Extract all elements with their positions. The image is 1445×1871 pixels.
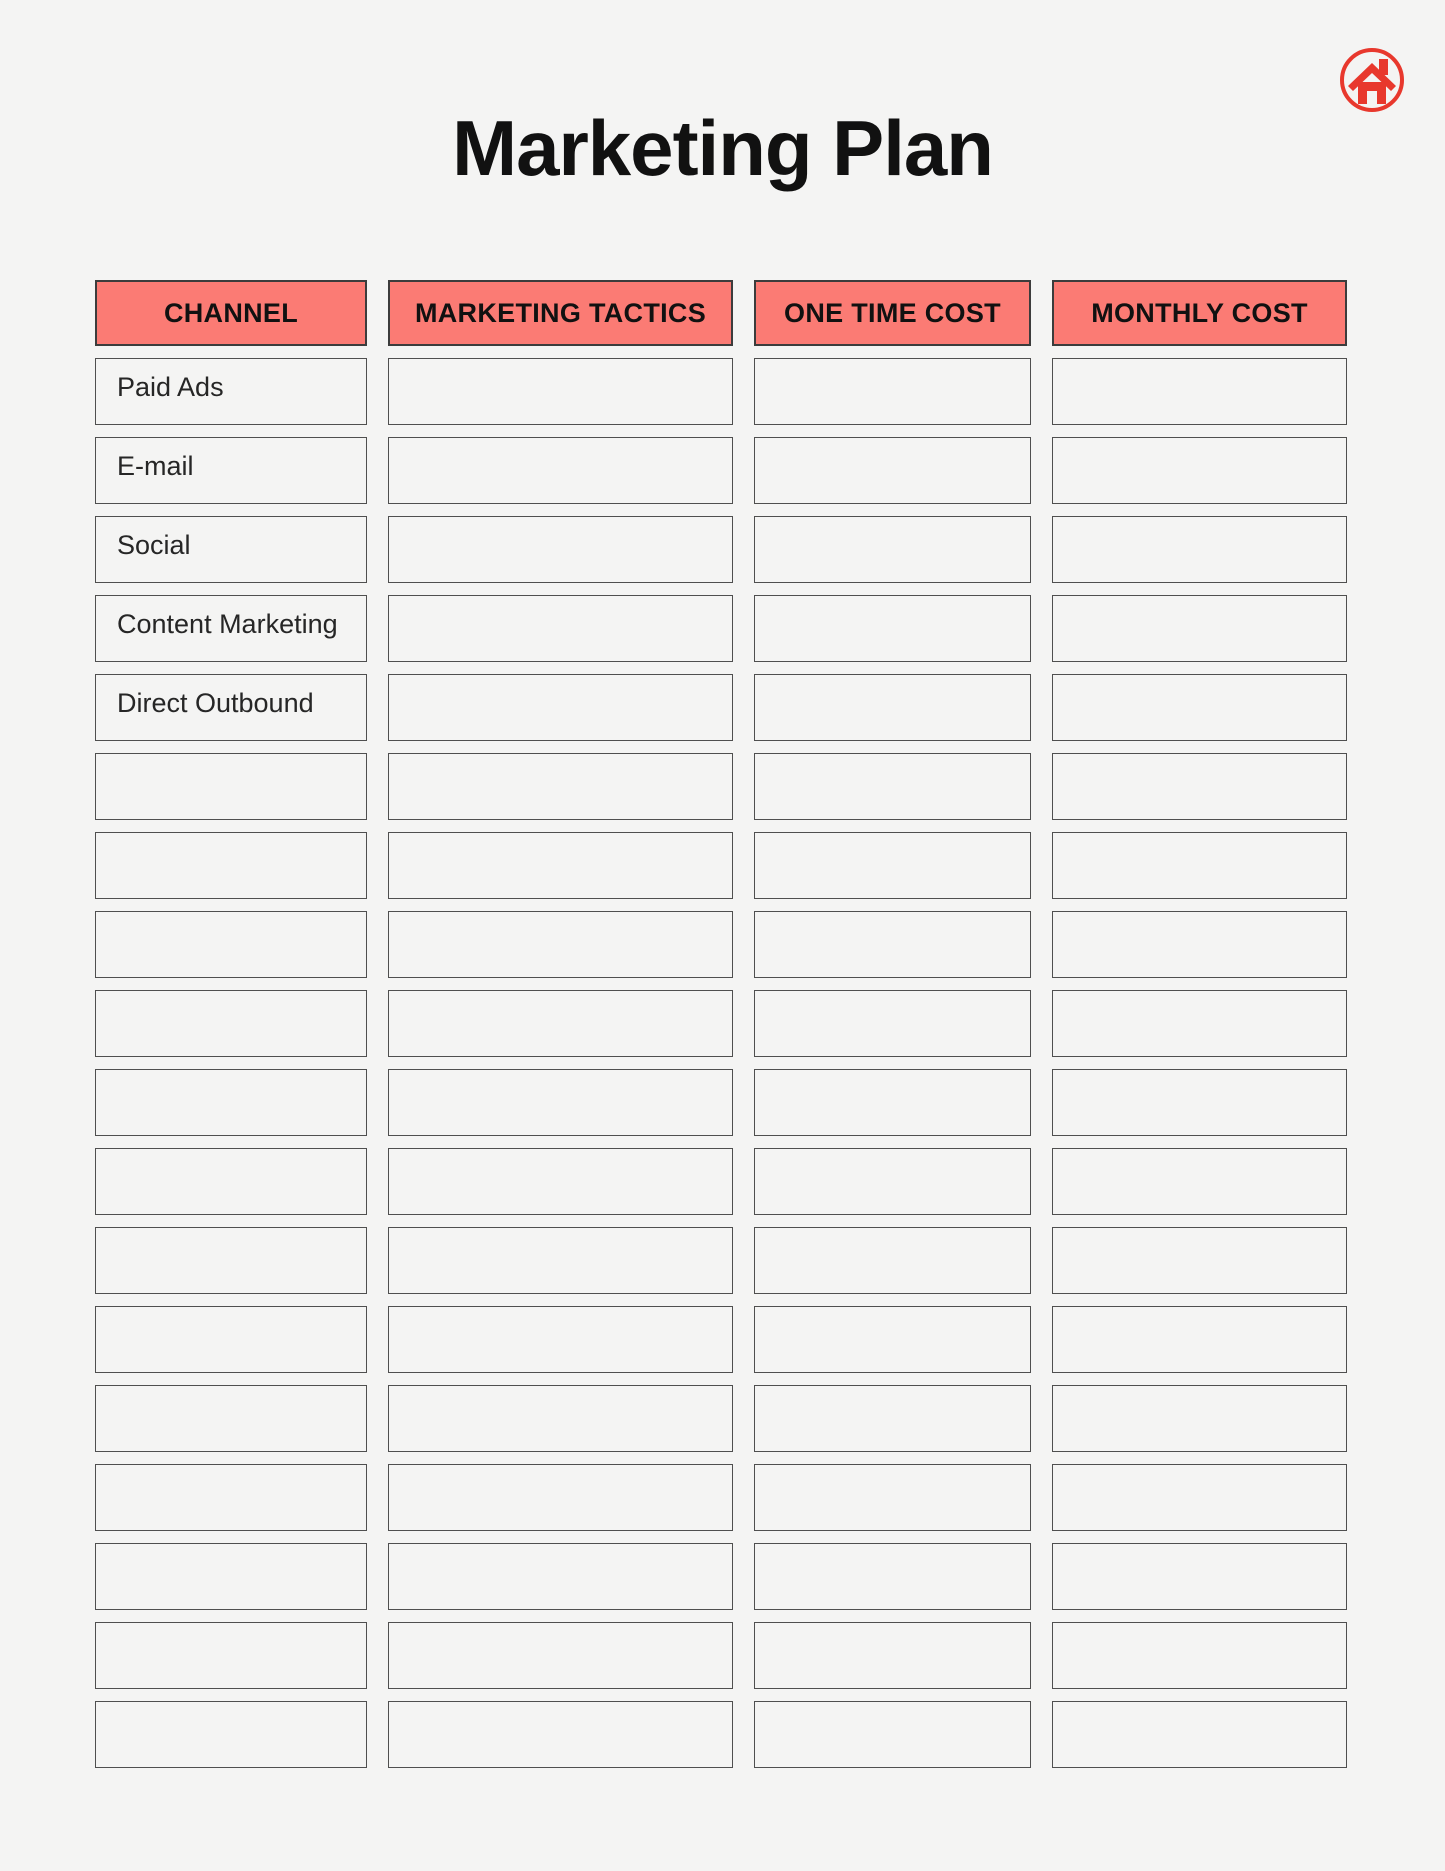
cell-marketing-tactics[interactable] bbox=[388, 1227, 733, 1294]
table-row bbox=[95, 1227, 1348, 1294]
cell-monthly-cost[interactable] bbox=[1052, 1385, 1347, 1452]
cell-one-time-cost[interactable] bbox=[754, 911, 1031, 978]
cell-channel[interactable] bbox=[95, 1543, 367, 1610]
cell-one-time-cost[interactable] bbox=[754, 1148, 1031, 1215]
cell-one-time-cost[interactable] bbox=[754, 1464, 1031, 1531]
cell-monthly-cost[interactable] bbox=[1052, 911, 1347, 978]
cell-monthly-cost[interactable] bbox=[1052, 1622, 1347, 1689]
cell-marketing-tactics[interactable] bbox=[388, 832, 733, 899]
table-header-row bbox=[95, 280, 1348, 346]
table-row bbox=[95, 595, 1348, 662]
cell-one-time-cost[interactable] bbox=[754, 1069, 1031, 1136]
cell-one-time-cost[interactable] bbox=[754, 1306, 1031, 1373]
cell-channel[interactable] bbox=[95, 832, 367, 899]
cell-one-time-cost[interactable] bbox=[754, 1227, 1031, 1294]
table-row bbox=[95, 437, 1348, 504]
cell-channel[interactable] bbox=[95, 1622, 367, 1689]
table-row bbox=[95, 1464, 1348, 1531]
cell-channel[interactable] bbox=[95, 753, 367, 820]
cell-one-time-cost[interactable] bbox=[754, 1543, 1031, 1610]
table-row bbox=[95, 1306, 1348, 1373]
cell-marketing-tactics[interactable] bbox=[388, 674, 733, 741]
cell-channel[interactable] bbox=[95, 911, 367, 978]
cell-one-time-cost[interactable] bbox=[754, 437, 1031, 504]
cell-channel[interactable] bbox=[95, 1148, 367, 1215]
column-header-one-time-cost: ONE TIME COST bbox=[754, 280, 1031, 346]
table-row bbox=[95, 516, 1348, 583]
cell-marketing-tactics[interactable] bbox=[388, 1385, 733, 1452]
table-row bbox=[95, 674, 1348, 741]
cell-marketing-tactics[interactable] bbox=[388, 990, 733, 1057]
cell-marketing-tactics[interactable] bbox=[388, 911, 733, 978]
table-row bbox=[95, 1622, 1348, 1689]
table-row bbox=[95, 1148, 1348, 1215]
cell-monthly-cost[interactable] bbox=[1052, 595, 1347, 662]
cell-one-time-cost[interactable] bbox=[754, 595, 1031, 662]
cell-marketing-tactics[interactable] bbox=[388, 595, 733, 662]
cell-channel[interactable] bbox=[95, 1306, 367, 1373]
cell-one-time-cost[interactable] bbox=[754, 1622, 1031, 1689]
cell-one-time-cost[interactable] bbox=[754, 358, 1031, 425]
table-body bbox=[95, 358, 1348, 1768]
cell-marketing-tactics[interactable] bbox=[388, 1148, 733, 1215]
cell-monthly-cost[interactable] bbox=[1052, 753, 1347, 820]
cell-monthly-cost[interactable] bbox=[1052, 358, 1347, 425]
cell-one-time-cost[interactable] bbox=[754, 516, 1031, 583]
column-header-monthly-cost: MONTHLY COST bbox=[1052, 280, 1347, 346]
table-row bbox=[95, 1385, 1348, 1452]
cell-monthly-cost[interactable] bbox=[1052, 1069, 1347, 1136]
cell-marketing-tactics[interactable] bbox=[388, 753, 733, 820]
cell-one-time-cost[interactable] bbox=[754, 990, 1031, 1057]
cell-one-time-cost[interactable] bbox=[754, 674, 1031, 741]
cell-marketing-tactics[interactable] bbox=[388, 1306, 733, 1373]
cell-marketing-tactics[interactable] bbox=[388, 1543, 733, 1610]
table-row bbox=[95, 832, 1348, 899]
cell-monthly-cost[interactable] bbox=[1052, 1543, 1347, 1610]
cell-monthly-cost[interactable] bbox=[1052, 1227, 1347, 1294]
cell-channel[interactable]: Content Marketing bbox=[95, 595, 367, 662]
cell-marketing-tactics[interactable] bbox=[388, 358, 733, 425]
table-row bbox=[95, 1543, 1348, 1610]
cell-marketing-tactics[interactable] bbox=[388, 1464, 733, 1531]
page-title: Marketing Plan bbox=[452, 104, 993, 192]
home-button[interactable] bbox=[1338, 46, 1406, 114]
cell-one-time-cost[interactable] bbox=[754, 832, 1031, 899]
cell-marketing-tactics[interactable] bbox=[388, 437, 733, 504]
cell-monthly-cost[interactable] bbox=[1052, 437, 1347, 504]
cell-one-time-cost[interactable] bbox=[754, 753, 1031, 820]
cell-monthly-cost[interactable] bbox=[1052, 1306, 1347, 1373]
column-header-channel: CHANNEL bbox=[95, 280, 367, 346]
cell-channel[interactable]: E-mail bbox=[95, 437, 367, 504]
cell-monthly-cost[interactable] bbox=[1052, 1148, 1347, 1215]
cell-channel[interactable] bbox=[95, 1701, 367, 1768]
cell-channel[interactable] bbox=[95, 1069, 367, 1136]
table-row bbox=[95, 990, 1348, 1057]
table-row bbox=[95, 1069, 1348, 1136]
table-row bbox=[95, 911, 1348, 978]
cell-monthly-cost[interactable] bbox=[1052, 1464, 1347, 1531]
cell-channel[interactable]: Direct Outbound bbox=[95, 674, 367, 741]
marketing-plan-table bbox=[95, 280, 1348, 1780]
cell-marketing-tactics[interactable] bbox=[388, 1701, 733, 1768]
cell-channel[interactable] bbox=[95, 1227, 367, 1294]
cell-channel[interactable]: Social bbox=[95, 516, 367, 583]
cell-monthly-cost[interactable] bbox=[1052, 1701, 1347, 1768]
cell-monthly-cost[interactable] bbox=[1052, 516, 1347, 583]
cell-channel[interactable] bbox=[95, 1464, 367, 1531]
cell-marketing-tactics[interactable] bbox=[388, 1622, 733, 1689]
cell-channel[interactable]: Paid Ads bbox=[95, 358, 367, 425]
table-row bbox=[95, 753, 1348, 820]
cell-monthly-cost[interactable] bbox=[1052, 990, 1347, 1057]
cell-channel[interactable] bbox=[95, 1385, 367, 1452]
table-row bbox=[95, 1701, 1348, 1768]
cell-monthly-cost[interactable] bbox=[1052, 674, 1347, 741]
cell-marketing-tactics[interactable] bbox=[388, 516, 733, 583]
column-header-marketing-tactics: MARKETING TACTICS bbox=[388, 280, 733, 346]
home-icon bbox=[1338, 46, 1406, 114]
table-row bbox=[95, 358, 1348, 425]
cell-monthly-cost[interactable] bbox=[1052, 832, 1347, 899]
cell-one-time-cost[interactable] bbox=[754, 1385, 1031, 1452]
cell-marketing-tactics[interactable] bbox=[388, 1069, 733, 1136]
cell-one-time-cost[interactable] bbox=[754, 1701, 1031, 1768]
cell-channel[interactable] bbox=[95, 990, 367, 1057]
